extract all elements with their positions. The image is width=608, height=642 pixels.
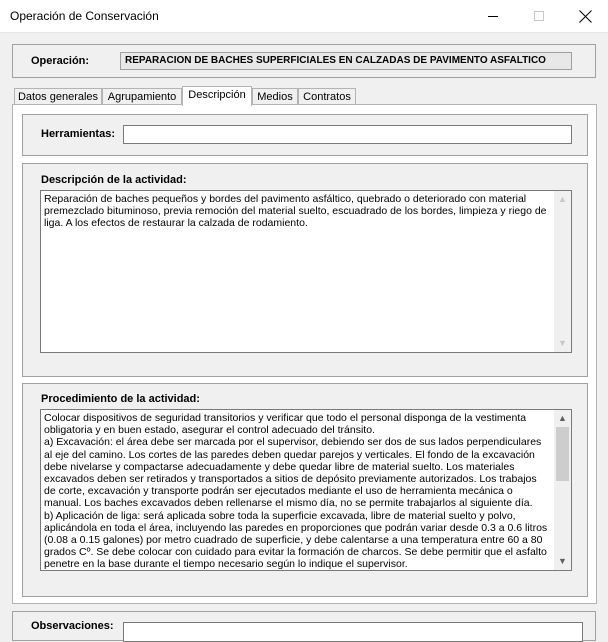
procedimiento-paragraph: a) Excavación: el área debe ser marcada por el supervisor, debiendo ser dos de sus lados perpendiculares al eje del camino. Los cortes de las paredes deben quedar parejos y verticales. El fondo de la excavación debe nivelarse y compactarse adecuadamente y debe quedar libre de material suelto. Los materiales excavados deben ser retirados y transportados a sitios de depósito previamente autorizados. Los trabajos de corte, excavación y transporte podrán ser ejecutados mediante el uso de herramienta mecánica o manual. Los baches excavados deben rellenarse el mismo día, no se permite trabajarlos al siguiente día. <box>44 436 542 510</box>
close-icon <box>579 10 592 23</box>
tab-agrupamiento[interactable]: Agrupamiento <box>102 88 182 105</box>
maximize-icon <box>534 11 544 21</box>
scroll-down-icon[interactable]: ▼ <box>558 338 567 349</box>
close-button[interactable] <box>562 0 608 32</box>
observaciones-input[interactable] <box>123 622 583 642</box>
descripcion-group <box>22 163 588 377</box>
herramientas-label: Herramientas: <box>41 128 115 140</box>
tab-contratos[interactable]: Contratos <box>298 88 356 105</box>
tab-descripcion[interactable]: Descripción <box>182 86 252 106</box>
title-bar <box>0 0 608 33</box>
descripcion-scrollbar[interactable] <box>554 191 571 352</box>
maximize-button[interactable] <box>516 0 562 32</box>
scroll-up-icon[interactable]: ▲ <box>558 413 567 424</box>
descripcion-panel <box>12 104 597 604</box>
procedimiento-textarea[interactable] <box>40 409 572 571</box>
observaciones-box <box>12 611 596 641</box>
procedimiento-paragraph: b) Aplicación de liga: será aplicada sobre toda la superficie excavada, libre de material suelto y polvo, aplicándola en toda el área, incluyendo las paredes en proporciones que podrán variar desde 0.3 a 0.6 litros (0.08 a 0.15 galones) por metro cuadrado de superficie, y debe calentarse a una temperatura entre 60 a 80 grados Cº. Se debe colocar con cuidado para evitar la formación de charcos. Se debe permitir que el asfalto penetre en la base durante el tiempo necesario según lo indique el supervisor. <box>44 509 548 571</box>
herramientas-group <box>22 114 588 156</box>
descripcion-textarea[interactable] <box>40 190 572 353</box>
tab-medios[interactable]: Medios <box>252 88 298 105</box>
tab-datos-generales[interactable]: Datos generales <box>14 88 102 105</box>
procedimiento-paragraph: Colocar dispositivos de seguridad transitorios y verificar que todo el personal disponga de la vestimenta obligatoria y en buen estado, asegurar el control adecuado del tránsito. <box>44 412 527 437</box>
scroll-thumb[interactable] <box>556 427 569 481</box>
window-title: Operación de Conservación <box>10 9 159 23</box>
operacion-field: REPARACION DE BACHES SUPERFICIALES EN CALZADAS DE PAVIMENTO ASFALTICO <box>120 52 572 70</box>
scroll-up-icon[interactable]: ▲ <box>558 194 567 205</box>
procedimiento-group <box>22 383 588 597</box>
observaciones-label: Observaciones: <box>31 620 114 632</box>
descripcion-label: Descripción de la actividad: <box>41 174 187 186</box>
descripcion-text: Reparación de baches pequeños y bordes del pavimento asfáltico, quebrado o deteriorado con material premezclado bituminoso, previa remoción del material suelto, escuadrado de los bordes, limpieza y riego de liga. A los efectos de restaurar la calzada de rodamiento. <box>44 193 547 230</box>
minimize-icon <box>488 16 498 17</box>
operacion-label: Operación: <box>31 55 90 67</box>
procedimiento-scrollbar[interactable] <box>554 410 571 570</box>
minimize-button[interactable] <box>470 0 516 32</box>
scroll-down-icon[interactable]: ▼ <box>558 556 567 567</box>
procedimiento-label: Procedimiento de la actividad: <box>41 393 200 405</box>
herramientas-input[interactable] <box>123 125 572 144</box>
operacion-box <box>12 44 596 78</box>
